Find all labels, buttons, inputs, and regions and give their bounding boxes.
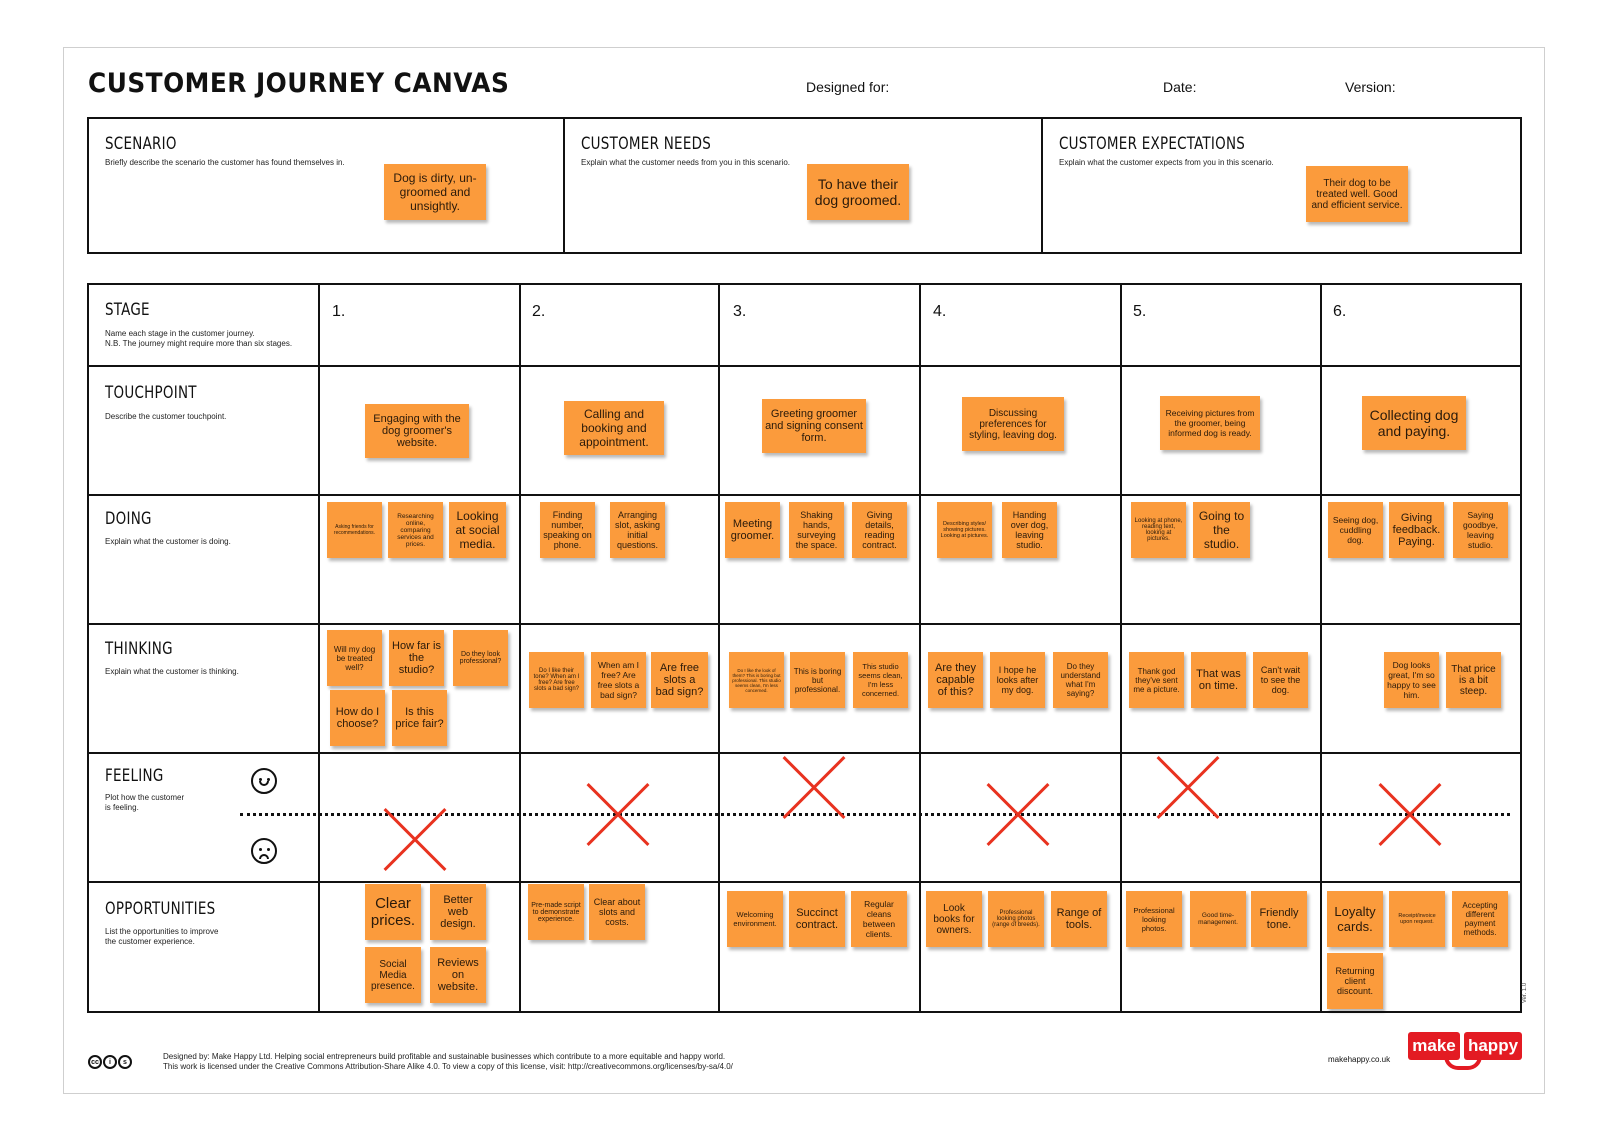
touchpoint-note[interactable]: Receiving pictures from the groomer, being informed dog is ready.: [1160, 396, 1260, 450]
scenario-desc: Briefly describe the scenario the customer has found themselves in.: [105, 158, 345, 167]
feeling-cross-mark: [981, 778, 1055, 852]
opportunity-note[interactable]: Pre-made script to demonstrate experience.: [528, 884, 584, 940]
grid-row-line: [87, 494, 1522, 496]
doing-note[interactable]: Looking at social media.: [449, 502, 506, 558]
customer-needs-note[interactable]: To have their dog groomed.: [807, 164, 909, 220]
stage-number: 2.: [532, 303, 546, 320]
opportunity-note[interactable]: Clear prices.: [365, 884, 421, 940]
divider: [1041, 117, 1043, 254]
creative-commons-icons: [88, 1055, 132, 1069]
grid-column-line: [318, 283, 320, 1013]
stage-number: 6.: [1333, 303, 1347, 320]
feeling-cross-mark: [1373, 778, 1447, 852]
feeling-desc: Plot how the customer is feeling.: [105, 793, 185, 812]
stage-number: 5.: [1133, 303, 1147, 320]
thinking-note[interactable]: Will my dog be treated well?: [327, 630, 382, 686]
doing-note[interactable]: Describing styles/ showing pictures. Looking at pictures.: [937, 502, 992, 558]
opportunity-note[interactable]: Succinct contract.: [789, 891, 845, 947]
stage-number: 4.: [933, 303, 947, 320]
footer-text: [163, 1052, 733, 1072]
page-title: CUSTOMER JOURNEY CANVAS: [88, 68, 510, 99]
doing-note[interactable]: Asking friends for recommendations.: [327, 502, 382, 558]
grid-column-line: [1320, 283, 1322, 1013]
cc-icon: cc: [88, 1055, 102, 1069]
feeling-cross-mark: [378, 803, 452, 877]
feeling-title: FEELING: [105, 766, 164, 786]
doing-note[interactable]: Researching online, comparing services and prices.: [388, 502, 443, 558]
thinking-note[interactable]: This studio seems clean, I'm less concerned.: [853, 652, 908, 708]
logo-make: make: [1408, 1032, 1460, 1060]
customer-expectations-desc: Explain what the customer expects from you in this scenario.: [1059, 158, 1274, 167]
opportunity-note[interactable]: Returning client discount.: [1327, 953, 1383, 1009]
stage-title: STAGE: [105, 300, 150, 320]
opportunity-note[interactable]: Professional looking photos (range of breeds).: [988, 891, 1044, 947]
stage-number: 3.: [733, 303, 747, 320]
opportunities-title: OPPORTUNITIES: [105, 899, 216, 919]
feeling-cross-mark: [777, 751, 851, 825]
opportunity-note[interactable]: Loyalty cards.: [1327, 891, 1383, 947]
touchpoint-note[interactable]: Discussing preferences for styling, leaving dog.: [962, 397, 1064, 451]
doing-note[interactable]: Finding number, speaking on phone.: [540, 502, 595, 558]
thinking-note[interactable]: Do I like their tone? When am I free? Are free slots a bad sign?: [529, 652, 584, 708]
opportunities-desc: List the opportunities to improve the customer experience.: [105, 927, 219, 946]
share-alike-icon: s: [118, 1055, 132, 1069]
thinking-note[interactable]: Dog looks great, I'm so happy to see him.: [1384, 652, 1439, 708]
thinking-note[interactable]: That price is a bit steep.: [1446, 652, 1501, 708]
opportunity-note[interactable]: Welcoming environment.: [727, 891, 783, 947]
grid-column-line: [1120, 283, 1122, 1013]
version-tag: Ver. 1.0: [1522, 982, 1529, 1004]
thinking-note[interactable]: Do I like the look of them? This is boring but professional. This studio seems clean, I'm less concerned.: [729, 652, 784, 708]
thinking-note[interactable]: How far is the studio?: [389, 630, 444, 686]
touchpoint-note[interactable]: Greeting groomer and signing consent form.: [762, 399, 866, 453]
opportunity-note[interactable]: Look books for owners.: [926, 891, 982, 947]
thinking-note[interactable]: Is this price fair?: [392, 690, 447, 746]
doing-note[interactable]: Going to the studio.: [1193, 502, 1250, 558]
sad-face-icon: [251, 838, 277, 864]
grid-column-line: [718, 283, 720, 1013]
opportunity-note[interactable]: Clear about slots and costs.: [589, 884, 645, 940]
touchpoint-note[interactable]: Collecting dog and paying.: [1362, 396, 1466, 450]
touchpoint-note[interactable]: Engaging with the dog groomer's website.: [365, 404, 469, 458]
thinking-note[interactable]: Do they look professional?: [453, 630, 508, 686]
attribution-icon: i: [103, 1055, 117, 1069]
logo-happy: happy: [1464, 1032, 1522, 1060]
doing-note[interactable]: Looking at phone, reading text, looking at pictures.: [1131, 502, 1186, 558]
version-label: Version:: [1345, 79, 1396, 95]
thinking-note[interactable]: Do they understand what I'm saying?: [1053, 652, 1108, 708]
opportunity-note[interactable]: Accepting different payment methods.: [1452, 891, 1508, 947]
divider: [563, 117, 565, 254]
stage-desc: Name each stage in the customer journey. N.B. The journey might require more than six stages.: [105, 329, 293, 348]
feeling-cross-mark: [581, 778, 655, 852]
customer-needs-desc: Explain what the customer needs from you in this scenario.: [581, 158, 790, 167]
opportunity-note[interactable]: Good time-management.: [1190, 891, 1246, 947]
grid-row-line: [87, 623, 1522, 625]
customer-needs-title: CUSTOMER NEEDS: [581, 134, 712, 154]
touchpoint-note[interactable]: Calling and booking and appointment.: [564, 401, 664, 455]
thinking-note[interactable]: This is boring but professional.: [790, 652, 845, 708]
stage-number: 1.: [332, 303, 346, 320]
touchpoint-desc: Describe the customer touchpoint.: [105, 412, 227, 421]
touchpoint-title: TOUCHPOINT: [105, 383, 197, 403]
thinking-desc: Explain what the customer is thinking.: [105, 667, 239, 676]
doing-note[interactable]: Meeting groomer.: [725, 502, 780, 558]
opportunity-note[interactable]: Range of tools.: [1051, 891, 1107, 947]
customer-expectations-title: CUSTOMER EXPECTATIONS: [1059, 134, 1246, 154]
scenario-title: SCENARIO: [105, 134, 177, 154]
thinking-note[interactable]: How do I choose?: [330, 690, 385, 746]
doing-title: DOING: [105, 509, 152, 529]
grid-row-line: [87, 365, 1522, 367]
opportunity-note[interactable]: Professional looking photos.: [1126, 891, 1182, 947]
doing-note[interactable]: Saying goodbye, leaving studio.: [1453, 502, 1508, 558]
thinking-note[interactable]: That was on time.: [1191, 652, 1246, 708]
grid-column-line: [519, 283, 521, 1013]
thinking-title: THINKING: [105, 639, 173, 659]
doing-note[interactable]: Shaking hands, surveying the space.: [789, 502, 844, 558]
doing-note[interactable]: Handing over dog, leaving studio.: [1002, 502, 1057, 558]
grid-column-line: [919, 283, 921, 1013]
doing-note[interactable]: Arranging slot, asking initial questions.: [610, 502, 665, 558]
opportunity-note[interactable]: Regular cleans between clients.: [851, 891, 907, 947]
date-label: Date:: [1163, 79, 1197, 95]
happy-face-icon: [251, 768, 277, 794]
doing-note[interactable]: Giving feedback. Paying.: [1389, 502, 1444, 558]
thinking-note[interactable]: Are they capable of this?: [928, 652, 983, 708]
customer-expectations-note[interactable]: Their dog to be treated well. Good and efficient service.: [1306, 166, 1408, 222]
thinking-note[interactable]: Are free slots a bad sign?: [651, 652, 708, 708]
footer-line-2: This work is licensed under the Creative Commons Attribution-Share Alike 4.0. To view a copy of this license, visit: http://creativecommons.org/licenses/by-sa/4.0/: [163, 1062, 733, 1071]
opportunity-note[interactable]: Receipt/invoice upon request.: [1389, 891, 1445, 947]
doing-note[interactable]: Giving details, reading contract.: [852, 502, 907, 558]
thinking-note[interactable]: Can't wait to see the dog.: [1253, 652, 1308, 708]
opportunity-note[interactable]: Friendly tone.: [1251, 891, 1307, 947]
opportunity-note[interactable]: Social Media presence.: [365, 947, 421, 1003]
opportunity-note[interactable]: Better web design.: [430, 884, 486, 940]
thinking-note[interactable]: I hope he looks after my dog.: [990, 652, 1045, 708]
website-link[interactable]: makehappy.co.uk: [1328, 1055, 1391, 1064]
scenario-note[interactable]: Dog is dirty, un-groomed and unsightly.: [384, 164, 486, 220]
footer-line-1: Designed by: Make Happy Ltd. Helping social entrepreneurs build profitable and sustainable businesses which contribute to a more equitable and happy world.: [163, 1052, 726, 1061]
opportunity-note[interactable]: Reviews on website.: [430, 947, 486, 1003]
thinking-note[interactable]: Thank god they've sent me a picture.: [1129, 652, 1184, 708]
thinking-note[interactable]: When am I free? Are free slots a bad sign?: [591, 652, 646, 708]
designed-for-label: Designed for:: [806, 79, 890, 95]
grid-row-line: [87, 881, 1522, 883]
doing-note[interactable]: Seeing dog, cuddling dog.: [1328, 502, 1383, 558]
doing-desc: Explain what the customer is doing.: [105, 537, 231, 546]
feeling-cross-mark: [1151, 751, 1225, 825]
